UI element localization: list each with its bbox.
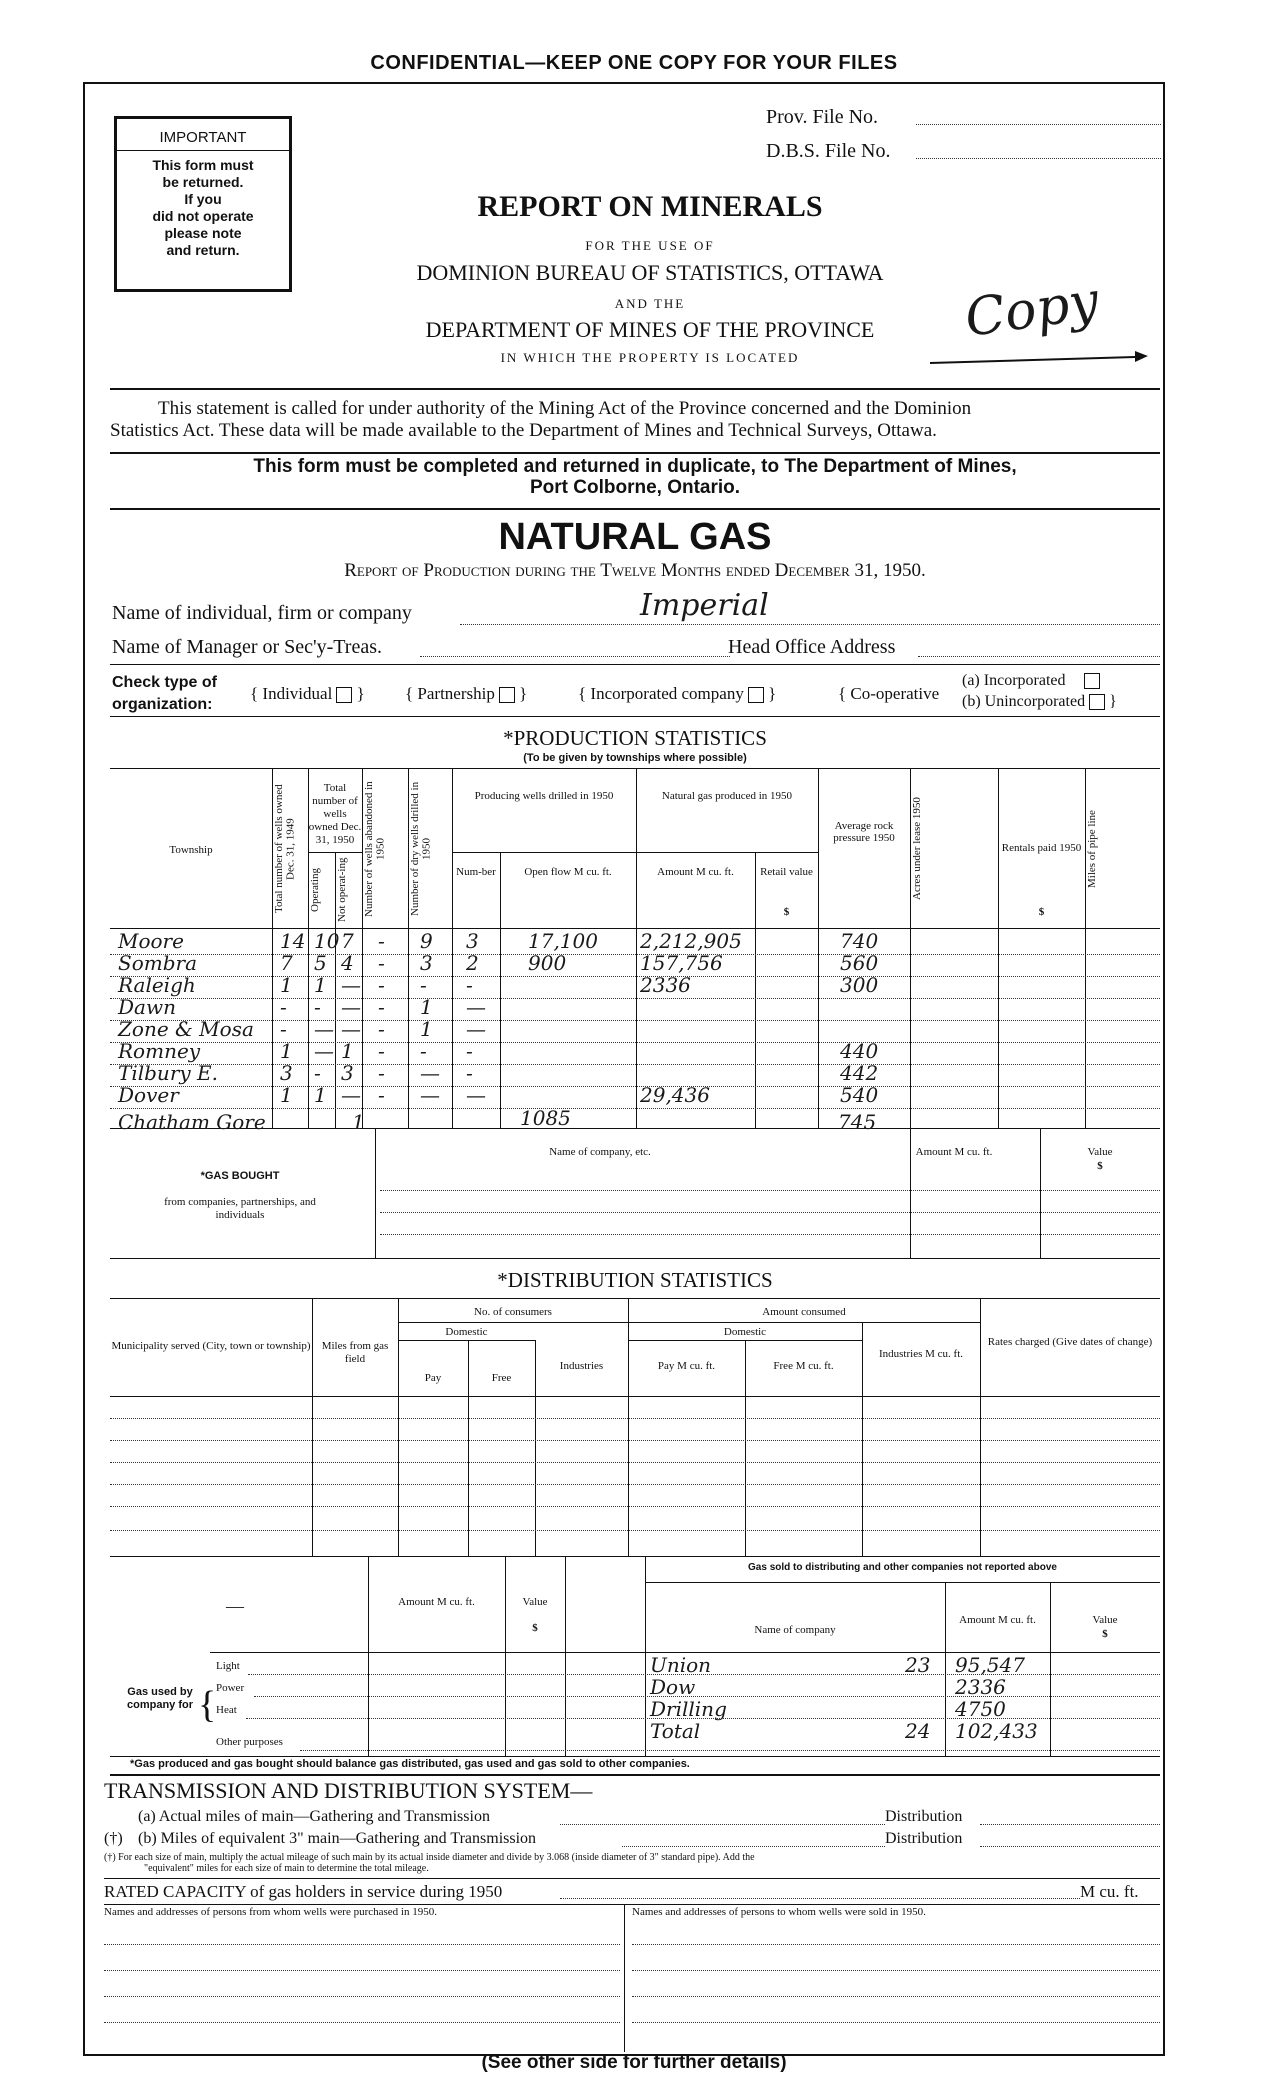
located-text: IN WHICH THE PROPERTY IS LOCATED xyxy=(500,350,800,365)
prod-row-dry: - xyxy=(420,1039,427,1063)
dist-pay-m-col: Pay M cu. ft. xyxy=(657,1360,716,1372)
name-label: Name of individual, firm or company xyxy=(112,602,412,624)
statement-line: This statement is called for under authority of the Mining Act of the Province concerned and the Dominion xyxy=(158,398,972,419)
prod-row-c1949: 1 xyxy=(280,1083,293,1107)
prod-row-c1949: 1 xyxy=(280,973,293,997)
gas-sold-name-col: Name of company xyxy=(754,1624,836,1636)
important-line: did not operate xyxy=(152,208,254,224)
prod-row-amount: 2,212,905 xyxy=(640,929,742,953)
dist-miles-col: Miles from gas field xyxy=(321,1340,389,1365)
col-retail-unit: $ xyxy=(783,906,790,918)
prod-row-township: Dawn xyxy=(118,995,176,1019)
extra-row-township: Chatham Gore xyxy=(118,1110,266,1134)
prod-row-notop: — xyxy=(341,995,361,1019)
prod-row-aband: - xyxy=(378,951,385,975)
prod-row-township: Sombra xyxy=(118,951,197,975)
gas-sold-value-unit: $ xyxy=(1102,1628,1108,1640)
col-rentals: Rentals paid 1950 xyxy=(1001,842,1082,854)
transmission-title: TRANSMISSION AND DISTRIBUTION SYSTEM— xyxy=(104,1778,593,1803)
gas-used-amount-col: Amount M cu. ft. xyxy=(398,1596,475,1608)
coop-unincorporated[interactable]: (b) Unincorporated } xyxy=(962,693,1117,710)
and-the-text: AND THE xyxy=(614,296,686,311)
prod-row-op: — xyxy=(314,1039,334,1063)
capacity-unit: M cu. ft. xyxy=(1080,1882,1139,1901)
coop-b-label: (b) Unincorporated xyxy=(962,693,1086,710)
col-number: Num-ber xyxy=(456,866,496,878)
col-abandoned: Number of wells abandoned in 1950 xyxy=(363,781,387,917)
gas-bought-label: *GAS BOUGHT xyxy=(200,1170,280,1182)
gas-bought-value-col: Value xyxy=(1087,1146,1113,1158)
prod-row-c1949: 14 xyxy=(280,929,306,953)
production-title: *PRODUCTION STATISTICS xyxy=(503,726,767,750)
prod-row-dry: 3 xyxy=(420,951,433,975)
product-title: NATURAL GAS xyxy=(498,516,772,558)
gas-used-brace: { xyxy=(198,1684,217,1726)
col-township: Township xyxy=(169,844,213,856)
dist-pay-col: Pay xyxy=(424,1372,442,1384)
prod-row-op: 10 xyxy=(314,929,340,953)
col-acres: Acres under lease 1950 xyxy=(911,797,923,901)
dist-free-m-col: Free M cu. ft. xyxy=(773,1360,834,1372)
sold-row-amount: 95,547 xyxy=(955,1653,1025,1677)
gas-sold-title: Gas sold to distributing and other companies not reported above xyxy=(748,1562,1057,1573)
sold-row-amount: 4750 xyxy=(955,1697,1006,1721)
important-line: and return. xyxy=(166,242,240,258)
prod-row-aband: - xyxy=(378,929,385,953)
coop-a-label: (a) Incorporated xyxy=(962,672,1066,689)
coop-inc-checkbox[interactable] xyxy=(1084,673,1100,689)
dist-free-col: Free xyxy=(491,1372,512,1384)
name-value: Imperial xyxy=(640,588,769,623)
col-rentals-unit: $ xyxy=(1038,906,1045,918)
prod-row-township: Dover xyxy=(118,1083,179,1107)
sold-row-name: Dow xyxy=(650,1675,696,1699)
bureau-text: DOMINION BUREAU OF STATISTICS, OTTAWA xyxy=(416,260,884,285)
dist-industries-col: Industries xyxy=(559,1360,604,1372)
extra-row-flow: 1085 xyxy=(520,1106,571,1130)
prod-row-op: - xyxy=(314,1061,321,1085)
incorporated-checkbox[interactable] xyxy=(748,687,764,703)
sold-row-no: 24 xyxy=(905,1719,931,1743)
product-subtitle: Report of Production during the Twelve Months ended December 31, 1950. xyxy=(344,560,926,581)
prod-row-pressure: 300 xyxy=(840,973,879,997)
col-open-flow: Open flow M cu. ft. xyxy=(524,866,612,878)
extra-row-pressure: 745 xyxy=(838,1110,877,1134)
prod-row-op: 1 xyxy=(314,973,327,997)
prod-row-num: — xyxy=(466,1083,486,1107)
gas-bought-name-col: Name of company, etc. xyxy=(549,1146,651,1158)
distribution-title: *DISTRIBUTION STATISTICS xyxy=(497,1268,773,1292)
prod-row-c1949: - xyxy=(280,995,287,1019)
head-office-field[interactable] xyxy=(918,656,1160,657)
prod-row-notop: 7 xyxy=(341,929,354,953)
dist-industries-m-col: Industries M cu. ft. xyxy=(878,1348,963,1360)
dbs-file-field[interactable] xyxy=(916,158,1161,159)
org-label: organization: xyxy=(112,696,213,713)
sold-row-amount: 102,433 xyxy=(955,1719,1038,1743)
transmission-note: (†) For each size of main, multiply the actual mileage of such main by its actual inside diameter and divide by 3.068 (inside diameter of 3" standard pipe). Add the xyxy=(104,1852,755,1863)
org-label: Check type of xyxy=(112,674,217,691)
prod-row-township: Romney xyxy=(118,1039,201,1063)
org-incorporated-label: Incorporated company xyxy=(590,684,744,703)
prod-row-num: 3 xyxy=(466,929,479,953)
prod-row-flow: 900 xyxy=(528,951,567,975)
gas-used-other: Other purposes xyxy=(216,1736,283,1748)
dist-municipality-col: Municipality served (City, town or township) xyxy=(111,1340,311,1352)
gas-used-value-unit: $ xyxy=(532,1622,538,1634)
gas-used-heat: Heat xyxy=(216,1704,237,1716)
important-box xyxy=(114,116,292,292)
gas-used-power: Power xyxy=(216,1682,245,1694)
footer-note: (See other side for further details) xyxy=(481,2052,787,2073)
prod-row-aband: - xyxy=(378,1083,385,1107)
return-note-line: Port Colborne, Ontario. xyxy=(529,477,741,498)
sold-row-no: 23 xyxy=(905,1653,931,1677)
org-individual[interactable]: { Individual } xyxy=(250,684,365,703)
col-not-operating: Not operat-ing xyxy=(336,857,348,923)
org-partnership-label: Partnership xyxy=(417,684,495,703)
prod-row-num: - xyxy=(466,973,473,997)
prov-file-label: Prov. File No. xyxy=(766,106,879,128)
col-dry: Number of dry wells drilled in 1950 xyxy=(409,781,433,917)
prod-row-num: — xyxy=(466,995,486,1019)
prod-row-dry: - xyxy=(420,973,427,997)
manager-field[interactable] xyxy=(420,656,730,657)
prod-row-dry: — xyxy=(420,1083,440,1107)
transmission-b-dist: Distribution xyxy=(885,1830,963,1847)
prod-row-township: Raleigh xyxy=(118,973,196,997)
org-incorporated[interactable]: { Incorporated company } xyxy=(578,684,777,703)
gas-sold-value-col: Value xyxy=(1092,1614,1118,1626)
important-line: If you xyxy=(184,191,222,207)
prod-row-op: - xyxy=(314,995,321,1019)
manager-label: Name of Manager or Sec'y-Treas. xyxy=(112,636,382,658)
org-individual-label: Individual xyxy=(262,684,333,703)
prod-row-notop: 1 xyxy=(341,1039,354,1063)
prod-row-pressure: 560 xyxy=(840,951,879,975)
production-subtitle: (To be given by townships where possible) xyxy=(523,752,747,764)
purchased-label: Names and addresses of persons from whom wells were purchased in 1950. xyxy=(104,1906,437,1918)
gas-sold-amount-col: Amount M cu. ft. xyxy=(959,1614,1036,1626)
copy-arrow-icon xyxy=(930,345,1150,375)
report-title: REPORT ON MINERALS xyxy=(477,190,823,223)
prod-row-num: - xyxy=(466,1039,473,1063)
prod-row-amount: 29,436 xyxy=(640,1083,710,1107)
transmission-note: "equivalent" miles for each size of main to determine the total mileage. xyxy=(144,1863,429,1874)
dist-amount-group: Amount consumed xyxy=(762,1306,846,1318)
coop-uninc-checkbox[interactable] xyxy=(1089,694,1105,710)
prod-row-township: Tilbury E. xyxy=(118,1061,218,1085)
prod-row-aband: - xyxy=(378,973,385,997)
transmission-dagger: (†) xyxy=(104,1830,123,1847)
gas-used-dash: — xyxy=(226,1596,244,1616)
sold-row-name: Drilling xyxy=(650,1697,727,1721)
prod-row-notop: — xyxy=(341,1083,361,1107)
prod-row-notop: 4 xyxy=(341,951,354,975)
dist-consumers-group: No. of consumers xyxy=(474,1306,552,1318)
prod-row-dry: — xyxy=(420,1061,440,1085)
prod-row-num: - xyxy=(466,1061,473,1085)
cooperative-text: Co-operative xyxy=(850,684,940,703)
dbs-file-label: D.B.S. File No. xyxy=(766,140,891,162)
col-pipe: Miles of pipe line xyxy=(1086,810,1098,888)
dist-domestic-consumers: Domestic xyxy=(445,1326,488,1338)
gas-bought-value-unit: $ xyxy=(1097,1160,1103,1172)
prod-row-dry: 1 xyxy=(420,1017,433,1041)
prod-row-flow: 17,100 xyxy=(528,929,598,953)
col-total-1950-group: Total number of wells owned Dec. 31, 1950 xyxy=(308,782,362,846)
prod-row-amount: 2336 xyxy=(640,973,691,997)
org-cooperative-label: { Co-operative xyxy=(838,684,940,703)
important-line: be returned. xyxy=(162,174,244,190)
prod-row-notop: — xyxy=(341,973,361,997)
prod-row-c1949: 7 xyxy=(280,951,293,975)
transmission-b: (b) Miles of equivalent 3" main—Gathering and Transmission xyxy=(138,1830,537,1847)
transmission-a-dist: Distribution xyxy=(885,1808,963,1825)
capacity-label: RATED CAPACITY of gas holders in service during 1950 xyxy=(104,1882,503,1901)
prod-row-c1949: 3 xyxy=(280,1061,293,1085)
important-title: IMPORTANT xyxy=(117,129,289,151)
dept-text: DEPARTMENT OF MINES OF THE PROVINCE xyxy=(425,317,875,342)
col-operating: Operating xyxy=(309,868,321,912)
important-line: please note xyxy=(164,225,242,241)
prod-row-c1949: 1 xyxy=(280,1039,293,1063)
prod-row-pressure: 540 xyxy=(840,1083,879,1107)
col-retail: Retail value xyxy=(760,866,813,878)
prod-row-num: 2 xyxy=(466,951,479,975)
sold-label: Names and addresses of persons to whom wells were sold in 1950. xyxy=(632,1906,926,1918)
prod-row-num: — xyxy=(466,1017,486,1041)
extra-row-count: 1 xyxy=(352,1110,365,1134)
sold-row-name: Union xyxy=(650,1653,712,1677)
transmission-a: (a) Actual miles of main—Gathering and Transmission xyxy=(138,1808,490,1825)
org-partnership[interactable]: { Partnership } xyxy=(405,684,528,703)
head-office-label: Head Office Address xyxy=(728,636,896,658)
important-line: This form must xyxy=(152,157,254,173)
gas-used-light: Light xyxy=(216,1660,240,1672)
for-use-text: FOR THE USE OF xyxy=(585,238,715,253)
partnership-checkbox[interactable] xyxy=(499,687,515,703)
prod-row-amount: 157,756 xyxy=(640,951,723,975)
prod-row-op: — xyxy=(314,1017,334,1041)
statement-line: Statistics Act. These data will be made available to the Department of Mines and Technical Surveys, Ottawa. xyxy=(110,420,937,441)
prod-row-aband: - xyxy=(378,1039,385,1063)
confidential-banner: CONFIDENTIAL—KEEP ONE COPY FOR YOUR FILES xyxy=(370,52,898,74)
prov-file-field[interactable] xyxy=(916,124,1161,125)
gas-bought-sub: from companies, partnerships, and individuals xyxy=(164,1196,316,1221)
prod-row-c1949: - xyxy=(280,1017,287,1041)
prod-row-pressure: 440 xyxy=(840,1039,879,1063)
sold-row-name: Total xyxy=(650,1719,701,1743)
dist-rates-col: Rates charged (Give dates of change) xyxy=(987,1336,1153,1348)
prod-row-notop: — xyxy=(341,1017,361,1041)
prod-row-dry: 9 xyxy=(420,929,433,953)
gas-bought-amount-col: Amount M cu. ft. xyxy=(915,1146,993,1158)
return-note-line: This form must be completed and returned in duplicate, to The Department of Mines, xyxy=(253,456,1017,477)
copy-stamp: Copy xyxy=(961,270,1103,350)
coop-incorporated[interactable] xyxy=(962,670,1117,691)
prod-row-pressure: 740 xyxy=(840,929,879,953)
sold-row-amount: 2336 xyxy=(955,1675,1006,1699)
prod-row-township: Zone & Mosa xyxy=(118,1017,254,1041)
gas-balance-footnote: *Gas produced and gas bought should balance gas distributed, gas used and gas sold to other companies. xyxy=(130,1758,690,1770)
prod-row-dry: 1 xyxy=(420,995,433,1019)
gas-used-value-col: Value xyxy=(522,1596,548,1608)
prod-row-aband: - xyxy=(378,1017,385,1041)
prod-row-township: Moore xyxy=(118,929,184,953)
col-amount: Amount M cu. ft. xyxy=(657,866,734,878)
gas-used-label: Gas used by company for xyxy=(126,1686,193,1711)
col-producing-group: Producing wells drilled in 1950 xyxy=(474,790,614,802)
name-field[interactable] xyxy=(460,624,1160,625)
prod-row-op: 1 xyxy=(314,1083,327,1107)
prod-row-notop: 3 xyxy=(341,1061,354,1085)
dist-domestic-amount: Domestic xyxy=(723,1326,767,1338)
col-gas-group: Natural gas produced in 1950 xyxy=(661,790,793,802)
col-pressure: Average rock pressure 1950 xyxy=(833,820,895,844)
prod-row-aband: - xyxy=(378,995,385,1019)
prod-row-pressure: 442 xyxy=(840,1061,879,1085)
prod-row-aband: - xyxy=(378,1061,385,1085)
individual-checkbox[interactable] xyxy=(336,687,352,703)
col-total-1949: Total number of wells owned Dec. 31, 1949 xyxy=(273,784,297,914)
prod-row-op: 5 xyxy=(314,951,327,975)
